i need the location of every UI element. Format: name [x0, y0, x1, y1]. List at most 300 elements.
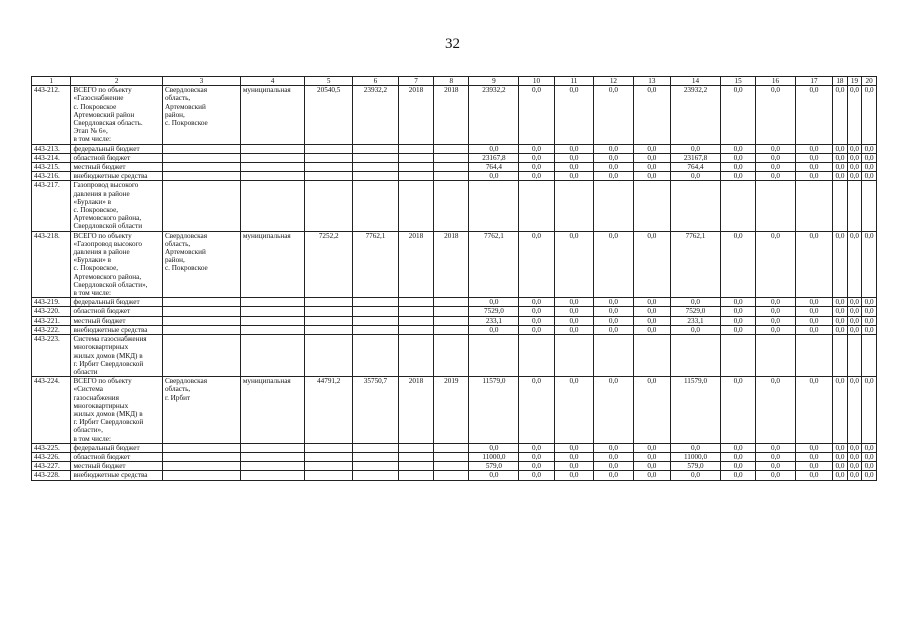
row-col10: 0,0: [519, 462, 554, 471]
row-col12: 0,0: [594, 163, 633, 172]
row-col20: 0,0: [862, 153, 877, 162]
row-ownership: [240, 471, 304, 480]
table-row: [32, 462, 877, 471]
row-col11: 0,0: [554, 307, 593, 316]
row-col20: [862, 335, 877, 377]
row-col9: 23167,8: [469, 153, 519, 162]
row-ownership: [240, 298, 304, 307]
row-col8: [434, 181, 469, 231]
row-col19: 0,0: [847, 316, 862, 325]
row-col11: 0,0: [554, 231, 593, 298]
row-col9: [469, 181, 519, 231]
row-col16: 0,0: [756, 325, 795, 334]
row-col18: 0,0: [833, 325, 848, 334]
row-col18: 0,0: [833, 163, 848, 172]
row-col18: 0,0: [833, 443, 848, 452]
row-col17: 0,0: [795, 231, 832, 298]
row-col19: 0,0: [847, 86, 862, 144]
row-col8: 2018: [434, 231, 469, 298]
column-header-3: 3: [162, 77, 240, 86]
row-id: 443-220.: [32, 307, 71, 316]
row-col16: 0,0: [756, 452, 795, 461]
row-col13: 0,0: [633, 325, 670, 334]
row-col16: 0,0: [756, 462, 795, 471]
row-col6: 7762,1: [353, 231, 399, 298]
column-header-15: 15: [720, 77, 755, 86]
row-id: 443-221.: [32, 316, 71, 325]
row-col7: [398, 335, 433, 377]
row-name: ВСЕГО по объекту «Газоснабжение с. Покровское Артемовский район Свердловская область. Этап № 6», в том числе:: [71, 86, 162, 144]
row-col5: [305, 307, 353, 316]
row-col20: 0,0: [862, 298, 877, 307]
row-col15: 0,0: [720, 325, 755, 334]
row-col8: [434, 153, 469, 162]
table-row: [32, 163, 877, 172]
row-col19: 0,0: [847, 377, 862, 444]
row-id: 443-216.: [32, 172, 71, 181]
row-col19: 0,0: [847, 452, 862, 461]
row-col15: [720, 181, 755, 231]
row-col5: [305, 298, 353, 307]
table-row: [32, 377, 877, 444]
row-col15: 0,0: [720, 172, 755, 181]
row-col13: 0,0: [633, 443, 670, 452]
row-col5: [305, 172, 353, 181]
row-col6: 23932,2: [353, 86, 399, 144]
row-col20: 0,0: [862, 307, 877, 316]
row-col16: 0,0: [756, 377, 795, 444]
row-col15: 0,0: [720, 307, 755, 316]
row-col16: 0,0: [756, 153, 795, 162]
row-ownership: [240, 153, 304, 162]
table-row: [32, 231, 877, 298]
row-col17: 0,0: [795, 86, 832, 144]
row-col10: 0,0: [519, 452, 554, 461]
row-col10: 0,0: [519, 377, 554, 444]
row-col14: 579,0: [671, 462, 721, 471]
row-col13: 0,0: [633, 86, 670, 144]
row-col7: 2018: [398, 377, 433, 444]
row-col14: 0,0: [671, 144, 721, 153]
row-id: 443-217.: [32, 181, 71, 231]
row-col12: 0,0: [594, 452, 633, 461]
row-location: [162, 471, 240, 480]
row-col18: 0,0: [833, 452, 848, 461]
row-location: Свердловская область, Артемовский район, с. Покровское: [162, 86, 240, 144]
column-header-10: 10: [519, 77, 554, 86]
row-col15: 0,0: [720, 153, 755, 162]
row-col7: [398, 298, 433, 307]
row-col12: 0,0: [594, 298, 633, 307]
row-col9: 23932,2: [469, 86, 519, 144]
row-col18: 0,0: [833, 316, 848, 325]
row-col19: [847, 181, 862, 231]
column-header-16: 16: [756, 77, 795, 86]
row-location: [162, 335, 240, 377]
row-col8: [434, 335, 469, 377]
row-col9: 0,0: [469, 144, 519, 153]
row-col5: [305, 471, 353, 480]
column-header-4: 4: [240, 77, 304, 86]
table-row: [32, 325, 877, 334]
row-id: 443-222.: [32, 325, 71, 334]
row-col9: 7529,0: [469, 307, 519, 316]
table-row: [32, 443, 877, 452]
row-col19: 0,0: [847, 163, 862, 172]
row-col16: 0,0: [756, 231, 795, 298]
row-col6: [353, 335, 399, 377]
row-col10: 0,0: [519, 298, 554, 307]
row-col11: 0,0: [554, 153, 593, 162]
row-col14: 0,0: [671, 172, 721, 181]
row-col18: [833, 181, 848, 231]
row-col18: 0,0: [833, 462, 848, 471]
column-header-13: 13: [633, 77, 670, 86]
row-col11: 0,0: [554, 316, 593, 325]
row-col18: 0,0: [833, 144, 848, 153]
row-name: местный бюджет: [71, 462, 162, 471]
row-name: местный бюджет: [71, 163, 162, 172]
row-col14: 0,0: [671, 443, 721, 452]
row-col8: [434, 325, 469, 334]
row-col14: [671, 335, 721, 377]
row-col20: 0,0: [862, 163, 877, 172]
row-col16: 0,0: [756, 471, 795, 480]
row-col15: 0,0: [720, 144, 755, 153]
row-col14: 11579,0: [671, 377, 721, 444]
row-col14: 23167,8: [671, 153, 721, 162]
row-col20: 0,0: [862, 231, 877, 298]
row-id: 443-218.: [32, 231, 71, 298]
row-col16: 0,0: [756, 307, 795, 316]
row-col15: 0,0: [720, 231, 755, 298]
row-col6: [353, 298, 399, 307]
row-col5: [305, 144, 353, 153]
row-name: ВСЕГО по объекту «Газопровод высокого давления в районе «Бурлаки» в с. Покровское, Артемовского района, Свердловской области», в том числе:: [71, 231, 162, 298]
row-col9: 11000,0: [469, 452, 519, 461]
row-col14: 7762,1: [671, 231, 721, 298]
row-col14: 7529,0: [671, 307, 721, 316]
row-col11: 0,0: [554, 144, 593, 153]
row-col8: [434, 471, 469, 480]
row-col9: 0,0: [469, 298, 519, 307]
row-id: 443-227.: [32, 462, 71, 471]
row-col14: 764,4: [671, 163, 721, 172]
table-row: [32, 316, 877, 325]
row-ownership: [240, 181, 304, 231]
row-col7: [398, 144, 433, 153]
row-col20: 0,0: [862, 377, 877, 444]
row-col13: 0,0: [633, 298, 670, 307]
column-header-1: 1: [32, 77, 71, 86]
row-col5: [305, 325, 353, 334]
row-col6: [353, 325, 399, 334]
table-row: [32, 172, 877, 181]
row-location: Свердловская область, Артемовский район, с. Покровское: [162, 231, 240, 298]
row-col10: 0,0: [519, 471, 554, 480]
row-col9: 7762,1: [469, 231, 519, 298]
row-col5: [305, 153, 353, 162]
row-col18: 0,0: [833, 153, 848, 162]
row-col13: 0,0: [633, 316, 670, 325]
row-col20: 0,0: [862, 316, 877, 325]
table-row: [32, 335, 877, 377]
row-col19: 0,0: [847, 307, 862, 316]
row-col17: 0,0: [795, 172, 832, 181]
row-col9: 11579,0: [469, 377, 519, 444]
row-col12: 0,0: [594, 377, 633, 444]
row-col19: 0,0: [847, 325, 862, 334]
row-col18: 0,0: [833, 172, 848, 181]
row-col16: 0,0: [756, 144, 795, 153]
row-ownership: [240, 325, 304, 334]
row-col8: [434, 316, 469, 325]
row-col17: 0,0: [795, 462, 832, 471]
table-row: [32, 86, 877, 144]
column-header-5: 5: [305, 77, 353, 86]
table-row: [32, 144, 877, 153]
row-col20: 0,0: [862, 462, 877, 471]
row-col17: 0,0: [795, 307, 832, 316]
row-col15: 0,0: [720, 298, 755, 307]
row-col16: [756, 335, 795, 377]
row-col12: 0,0: [594, 153, 633, 162]
column-header-20: 20: [862, 77, 877, 86]
row-col7: [398, 471, 433, 480]
row-ownership: муниципальная: [240, 86, 304, 144]
row-col13: 0,0: [633, 452, 670, 461]
row-col11: 0,0: [554, 325, 593, 334]
row-location: [162, 144, 240, 153]
row-col17: [795, 335, 832, 377]
row-col10: 0,0: [519, 307, 554, 316]
row-col14: 233,1: [671, 316, 721, 325]
row-col20: 0,0: [862, 86, 877, 144]
row-col20: 0,0: [862, 443, 877, 452]
row-col12: 0,0: [594, 471, 633, 480]
row-col17: 0,0: [795, 471, 832, 480]
row-col20: 0,0: [862, 452, 877, 461]
row-col20: 0,0: [862, 471, 877, 480]
column-header-17: 17: [795, 77, 832, 86]
row-col12: 0,0: [594, 462, 633, 471]
row-col5: [305, 452, 353, 461]
row-col19: 0,0: [847, 153, 862, 162]
row-id: 443-225.: [32, 443, 71, 452]
row-col10: 0,0: [519, 443, 554, 452]
row-col7: [398, 316, 433, 325]
row-location: [162, 181, 240, 231]
row-id: 443-212.: [32, 86, 71, 144]
column-header-14: 14: [671, 77, 721, 86]
row-col12: 0,0: [594, 231, 633, 298]
row-col5: 7252,2: [305, 231, 353, 298]
row-id: 443-228.: [32, 471, 71, 480]
row-col12: 0,0: [594, 144, 633, 153]
row-col12: 0,0: [594, 325, 633, 334]
table-row: [32, 153, 877, 162]
row-col13: 0,0: [633, 163, 670, 172]
row-col8: [434, 462, 469, 471]
row-col10: [519, 335, 554, 377]
row-col18: 0,0: [833, 231, 848, 298]
row-col8: [434, 443, 469, 452]
row-col13: 0,0: [633, 377, 670, 444]
row-location: [162, 316, 240, 325]
row-col5: [305, 443, 353, 452]
row-col10: 0,0: [519, 163, 554, 172]
row-col17: 0,0: [795, 377, 832, 444]
row-col7: [398, 325, 433, 334]
row-col17: 0,0: [795, 452, 832, 461]
row-col5: [305, 163, 353, 172]
table-row: [32, 307, 877, 316]
row-col18: 0,0: [833, 86, 848, 144]
row-col11: 0,0: [554, 172, 593, 181]
row-col9: [469, 335, 519, 377]
row-col18: 0,0: [833, 298, 848, 307]
row-ownership: муниципальная: [240, 231, 304, 298]
row-col19: 0,0: [847, 443, 862, 452]
page-number: 32: [445, 36, 460, 52]
row-col6: [353, 144, 399, 153]
row-col9: 0,0: [469, 172, 519, 181]
row-col17: [795, 181, 832, 231]
row-col9: 0,0: [469, 443, 519, 452]
row-col11: [554, 181, 593, 231]
row-col17: 0,0: [795, 325, 832, 334]
column-header-2: 2: [71, 77, 162, 86]
row-name: внебюджетные средства: [71, 471, 162, 480]
column-header-19: 19: [847, 77, 862, 86]
row-col10: 0,0: [519, 231, 554, 298]
row-name: Газопровод высокого давления в районе «Бурлаки» в с. Покровское, Артемовского района, Свердловской области: [71, 181, 162, 231]
row-col6: [353, 307, 399, 316]
row-name: местный бюджет: [71, 316, 162, 325]
row-col13: 0,0: [633, 471, 670, 480]
row-col14: 11000,0: [671, 452, 721, 461]
column-header-9: 9: [469, 77, 519, 86]
row-col20: 0,0: [862, 172, 877, 181]
row-col15: 0,0: [720, 443, 755, 452]
row-name: Система газоснабжения многоквартирных жилых домов (МКД) в г. Ирбит Свердловской области: [71, 335, 162, 377]
row-col15: 0,0: [720, 471, 755, 480]
row-col10: 0,0: [519, 325, 554, 334]
row-col10: 0,0: [519, 86, 554, 144]
row-col8: [434, 163, 469, 172]
row-col11: 0,0: [554, 163, 593, 172]
row-name: федеральный бюджет: [71, 298, 162, 307]
row-col6: [353, 181, 399, 231]
row-ownership: муниципальная: [240, 377, 304, 444]
row-col8: 2019: [434, 377, 469, 444]
column-header-6: 6: [353, 77, 399, 86]
row-col20: [862, 181, 877, 231]
row-col6: [353, 153, 399, 162]
row-col7: [398, 452, 433, 461]
row-col14: 0,0: [671, 298, 721, 307]
row-col17: 0,0: [795, 443, 832, 452]
row-location: [162, 172, 240, 181]
table-row: [32, 298, 877, 307]
row-col12: 0,0: [594, 86, 633, 144]
row-col11: 0,0: [554, 471, 593, 480]
row-col19: 0,0: [847, 462, 862, 471]
row-col20: 0,0: [862, 144, 877, 153]
row-col11: 0,0: [554, 86, 593, 144]
row-col10: 0,0: [519, 172, 554, 181]
row-col16: 0,0: [756, 316, 795, 325]
row-location: [162, 443, 240, 452]
row-col13: [633, 335, 670, 377]
row-col12: 0,0: [594, 172, 633, 181]
row-col8: 2018: [434, 86, 469, 144]
row-col17: 0,0: [795, 316, 832, 325]
row-col5: [305, 181, 353, 231]
row-ownership: [240, 452, 304, 461]
row-col19: 0,0: [847, 231, 862, 298]
column-header-7: 7: [398, 77, 433, 86]
row-id: 443-214.: [32, 153, 71, 162]
row-ownership: [240, 462, 304, 471]
table-row: [32, 452, 877, 461]
table-row: [32, 471, 877, 480]
row-col6: [353, 316, 399, 325]
row-col6: [353, 452, 399, 461]
row-id: 443-219.: [32, 298, 71, 307]
row-col8: [434, 144, 469, 153]
row-location: [162, 307, 240, 316]
row-ownership: [240, 163, 304, 172]
row-id: 443-226.: [32, 452, 71, 461]
row-col9: 0,0: [469, 325, 519, 334]
row-col16: 0,0: [756, 172, 795, 181]
row-ownership: [240, 172, 304, 181]
row-col5: [305, 462, 353, 471]
row-col7: [398, 172, 433, 181]
row-col14: 0,0: [671, 471, 721, 480]
row-col6: [353, 462, 399, 471]
row-col7: [398, 443, 433, 452]
row-col9: 579,0: [469, 462, 519, 471]
row-col8: [434, 452, 469, 461]
row-col18: 0,0: [833, 377, 848, 444]
row-col17: 0,0: [795, 153, 832, 162]
row-col11: 0,0: [554, 452, 593, 461]
row-col15: 0,0: [720, 86, 755, 144]
row-col12: 0,0: [594, 443, 633, 452]
row-col11: 0,0: [554, 462, 593, 471]
row-col5: 44791,2: [305, 377, 353, 444]
row-col19: 0,0: [847, 471, 862, 480]
row-name: федеральный бюджет: [71, 443, 162, 452]
row-col13: 0,0: [633, 144, 670, 153]
row-col10: 0,0: [519, 316, 554, 325]
row-location: [162, 163, 240, 172]
row-name: федеральный бюджет: [71, 144, 162, 153]
row-col19: 0,0: [847, 172, 862, 181]
row-col17: 0,0: [795, 298, 832, 307]
row-name: областной бюджет: [71, 153, 162, 162]
row-col12: [594, 335, 633, 377]
row-col6: 35750,7: [353, 377, 399, 444]
budget-table: [31, 76, 877, 481]
row-location: [162, 153, 240, 162]
row-col13: 0,0: [633, 307, 670, 316]
row-col6: [353, 471, 399, 480]
row-col15: [720, 335, 755, 377]
row-col11: 0,0: [554, 377, 593, 444]
